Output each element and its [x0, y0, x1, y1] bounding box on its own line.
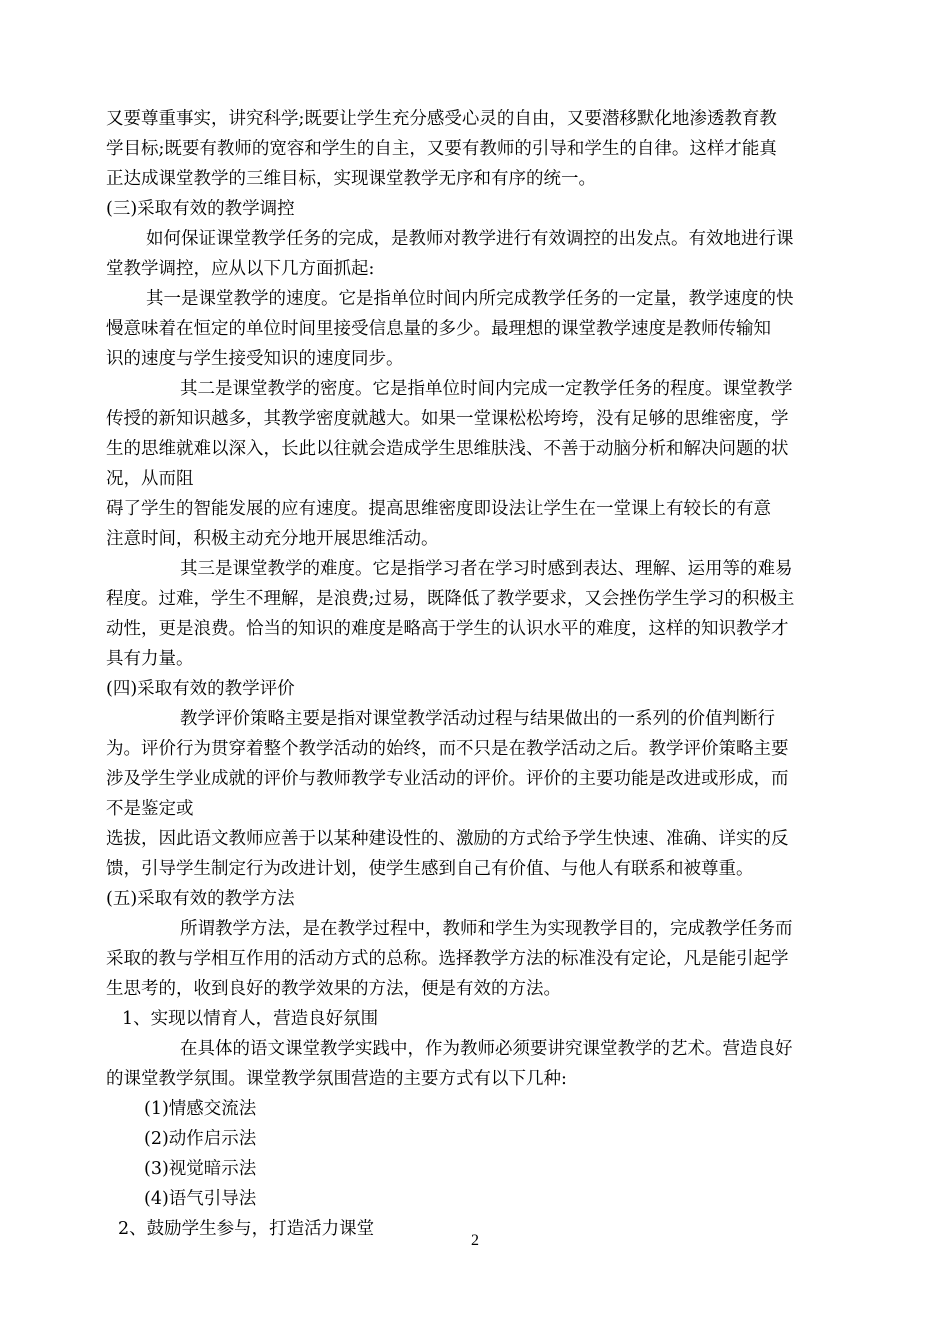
- text-line: 所谓教学方法，是在教学过程中，教师和学生为实现教学目的，完成教学任务而: [180, 919, 793, 939]
- section-heading: (五)采取有效的教学方法: [106, 889, 295, 909]
- text-line: 涉及学生学业成就的评价与教师教学专业活动的评价。评价的主要功能是改进或形成，而: [106, 769, 789, 789]
- text-line: 又要尊重事实，讲究科学;既要让学生充分感受心灵的自由，又要潜移默化地渗透教育教: [106, 109, 777, 129]
- section-heading: (三)采取有效的教学调控: [106, 199, 295, 219]
- subsection-heading: 2、鼓励学生参与，打造活力课堂: [118, 1219, 375, 1239]
- text-line: 生思考的，收到良好的教学效果的方法，便是有效的方法。: [106, 979, 561, 999]
- page-number: 2: [471, 1232, 479, 1249]
- list-item: (4)语气引导法: [144, 1189, 257, 1209]
- list-item: (2)动作启示法: [144, 1129, 257, 1149]
- text-line: 注意时间，积极主动充分地开展思维活动。: [106, 529, 439, 549]
- text-line: 堂教学调控，应从以下几方面抓起:: [106, 259, 375, 279]
- text-line: 其一是课堂教学的速度。它是指单位时间内所完成教学任务的一定量，教学速度的快: [146, 289, 794, 309]
- text-line: 学目标;既要有教师的宽容和学生的自主，又要有教师的引导和学生的自律。这样才能真: [106, 139, 777, 159]
- subsection-heading: 1、实现以情育人，营造良好氛围: [122, 1009, 379, 1029]
- text-line: 识的速度与学生接受知识的速度同步。: [106, 349, 404, 369]
- text-line: 程度。过难，学生不理解，是浪费;过易，既降低了教学要求，又会挫伤学生学习的积极主: [106, 589, 795, 609]
- text-line: 馈，引导学生制定行为改进计划，使学生感到自己有价值、与他人有联系和被尊重。: [106, 859, 754, 879]
- text-line: 传授的新知识越多，其教学密度就越大。如果一堂课松松垮垮，没有足够的思维密度，学: [106, 409, 789, 429]
- text-line: 在具体的语文课堂教学实践中，作为教师必须要讲究课堂教学的艺术。营造良好: [180, 1039, 793, 1059]
- text-line: 其二是课堂教学的密度。它是指单位时间内完成一定教学任务的程度。课堂教学: [180, 379, 793, 399]
- text-line: 生的思维就难以深入，长此以往就会造成学生思维肤浅、不善于动脑分析和解决问题的状: [106, 439, 789, 459]
- text-line: 动性，更是浪费。恰当的知识的难度是略高于学生的认识水平的难度，这样的知识教学才: [106, 619, 789, 639]
- text-line: 具有力量。: [106, 649, 194, 669]
- text-line: 采取的教与学相互作用的活动方式的总称。选择教学方法的标准没有定论，凡是能引起学: [106, 949, 789, 969]
- section-heading: (四)采取有效的教学评价: [106, 679, 295, 699]
- list-item: (3)视觉暗示法: [144, 1159, 257, 1179]
- text-line: 教学评价策略主要是指对课堂教学活动过程与结果做出的一系列的价值判断行: [180, 709, 775, 729]
- text-line: 不是鉴定或: [106, 799, 194, 819]
- text-line: 慢意味着在恒定的单位时间里接受信息量的多少。最理想的课堂教学速度是教师传输知: [106, 319, 771, 339]
- text-line: 的课堂教学氛围。课堂教学氛围营造的主要方式有以下几种:: [106, 1069, 567, 1089]
- text-line: 为。评价行为贯穿着整个教学活动的始终，而不只是在教学活动之后。教学评价策略主要: [106, 739, 789, 759]
- text-line: 碍了学生的智能发展的应有速度。提高思维密度即设法让学生在一堂课上有较长的有意: [106, 499, 771, 519]
- list-item: (1)情感交流法: [144, 1099, 257, 1119]
- text-line: 正达成课堂教学的三维目标，实现课堂教学无序和有序的统一。: [106, 169, 596, 189]
- text-line: 况，从而阻: [106, 469, 194, 489]
- text-line: 选拔，因此语文教师应善于以某种建设性的、激励的方式给予学生快速、准确、详实的反: [106, 829, 789, 849]
- text-line: 如何保证课堂教学任务的完成，是教师对教学进行有效调控的出发点。有效地进行课: [146, 229, 794, 249]
- text-line: 其三是课堂教学的难度。它是指学习者在学习时感到表达、理解、运用等的难易: [180, 559, 793, 579]
